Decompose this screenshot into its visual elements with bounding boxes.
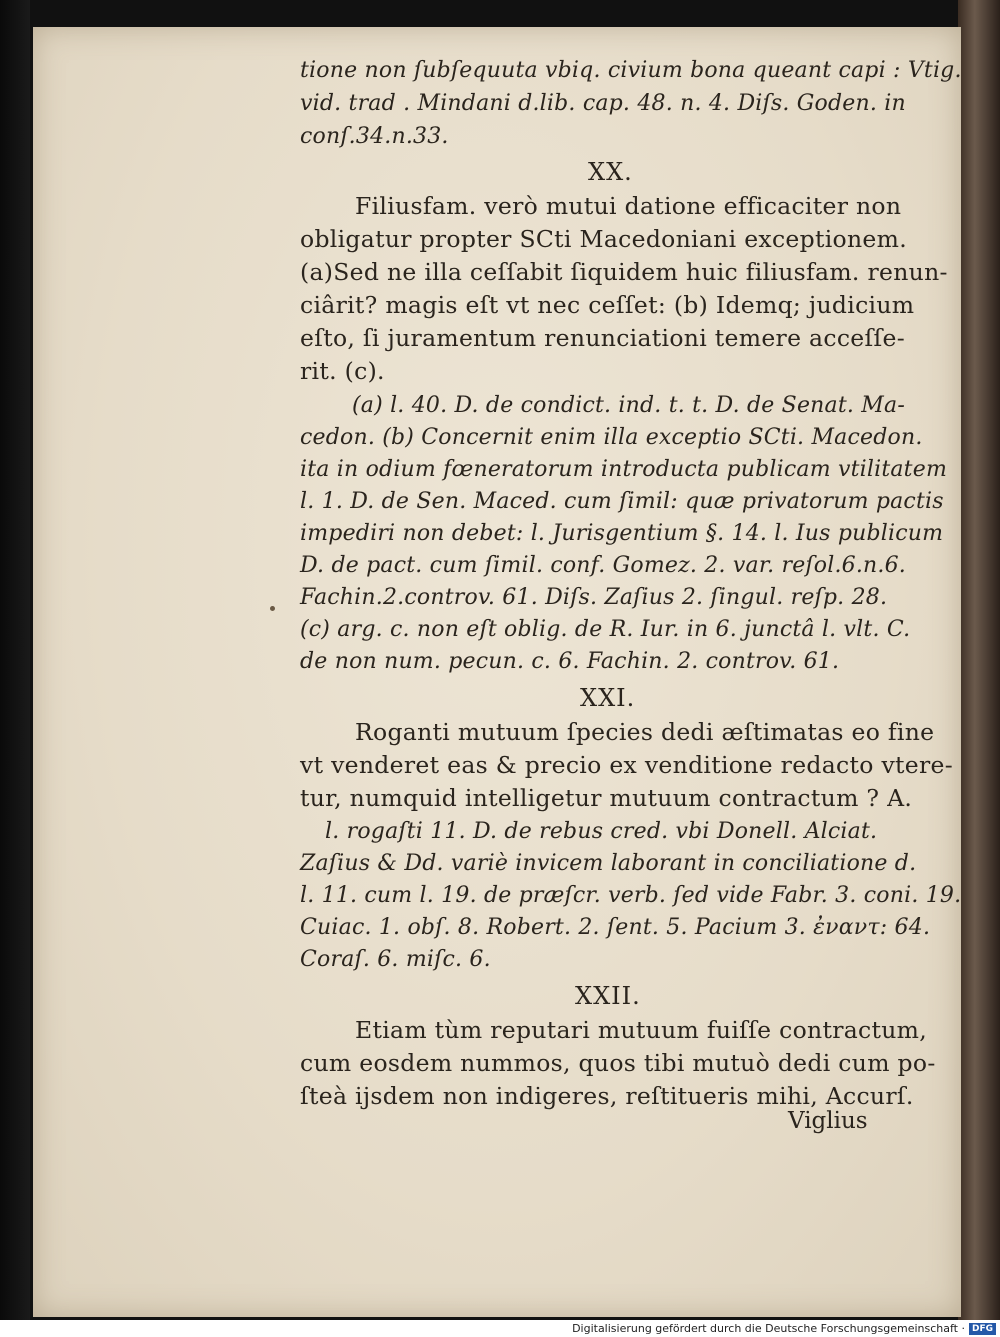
dfg-logo: DFG (969, 1323, 996, 1335)
body-line: tur, numquid intelligetur mutuum contractum ? A. (300, 784, 913, 812)
body-line: Filiusfam. verò mutui datione efficaciter non (355, 192, 902, 220)
left-dark-margin (0, 0, 30, 1320)
section-heading: XXI. (580, 684, 636, 712)
footnote-line: Coraſ. 6. miſc. 6. (300, 947, 491, 972)
digitization-footer (0, 1320, 1000, 1337)
body-line: vt venderet eas & precio ex venditione redacto vtere- (300, 751, 953, 779)
footnote-line: ita in odium fœneratorum introducta publicam vtilitatem (300, 457, 948, 482)
footnote-line: D. de pact. cum ſimil. conf. Gomez. 2. var. reſol.6.n.6. (300, 553, 906, 578)
catchword: Viglius (788, 1108, 868, 1134)
footnote-line: Zaſius & Dd. variè invicem laborant in conciliatione d. (300, 851, 917, 876)
section-heading: XXII. (575, 982, 641, 1010)
body-line: rit. (c). (300, 357, 385, 385)
footnote-line: l. 1. D. de Sen. Maced. cum ſimil: quæ privatorum pactis (300, 489, 944, 514)
body-line: cum eosdem nummos, quos tibi mutuò dedi cum po- (300, 1049, 936, 1077)
footnote-line: (a) l. 40. D. de condict. ind. t. t. D. de Senat. Ma- (352, 393, 905, 418)
book-edge (958, 0, 1000, 1320)
footnote-line: Cuiac. 1. obſ. 8. Robert. 2. ſent. 5. Pacium 3. ἐναντ: 64. (300, 915, 931, 940)
footnote-line: impediri non debet: l. Jurisgentium §. 14. l. Ius publicum (300, 521, 944, 546)
footnote-line: l. 11. cum l. 19. de præſcr. verb. ſed vide Fabr. 3. coni. 19. (300, 883, 962, 908)
footnote-line: de non num. pecun. c. 6. Fachin. 2. controv. 61. (300, 649, 840, 674)
footnote-line: l. rogaſti 11. D. de rebus cred. vbi Donell. Alciat. (325, 819, 878, 844)
body-line: (a)Sed ne illa ceſſabit ſiquidem huic filiusfam. renun- (300, 258, 948, 286)
body-line: Etiam tùm reputari mutuum fuiſſe contractum, (355, 1016, 928, 1044)
body-line: obligatur propter SCti Macedoniani exceptionem. (300, 225, 907, 253)
ink-spot (270, 606, 275, 611)
body-line: ciârit? magis eſt vt nec ceſſet: (b) Idemq; judicium (300, 291, 915, 319)
body-line: ſteà ijsdem non indigeres, reſtitueris mihi, Accurſ. (300, 1082, 914, 1110)
body-line: eſto, ſi juramentum renunciationi temere acceſſe- (300, 324, 905, 352)
footnote-line: vid. trad . Mindani d.lib. cap. 48. n. 4. Diſs. Goden. in (300, 91, 906, 116)
footnote-line: tione non ſubſequuta vbiq. civium bona queant capi : Vtig. (300, 58, 962, 83)
section-heading: XX. (588, 158, 633, 186)
footnote-line: (c) arg. c. non eſt oblig. de R. Iur. in 6. junctâ l. vlt. C. (300, 617, 911, 642)
body-line: Roganti mutuum ſpecies dedi æſtimatas eo fine (355, 718, 935, 746)
footer-credit: Digitalisierung gefördert durch die Deutsche Forschungsgemeinschaft · (572, 1322, 965, 1335)
footnote-line: conſ.34.n.33. (300, 124, 449, 149)
footnote-line: Fachin.2.controv. 61. Diſs. Zaſius 2. ſingul. reſp. 28. (300, 585, 888, 610)
footnote-line: cedon. (b) Concernit enim illa exceptio SCti. Macedon. (300, 425, 923, 450)
